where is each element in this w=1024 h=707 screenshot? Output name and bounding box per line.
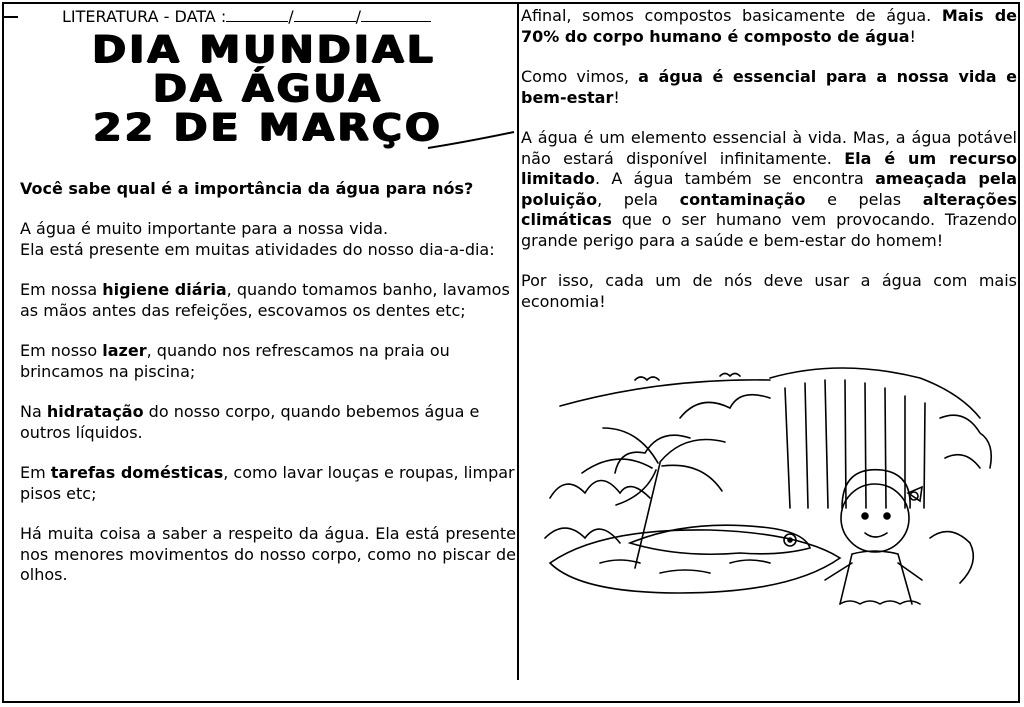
intro-line-2: Ela está presente em muitas atividades do nosso dia-a-dia: xyxy=(20,239,495,259)
header-dash xyxy=(2,16,18,18)
header-label: LITERATURA - DATA : xyxy=(62,7,227,26)
date-year-blank[interactable] xyxy=(361,7,431,22)
paragraph-chores: Em tarefas domésticas, como lavar louças e roupas, limpar pisos etc; xyxy=(20,463,515,503)
title-line-1: DIA MUNDIAL xyxy=(92,26,436,72)
left-column xyxy=(20,6,516,586)
column-divider xyxy=(517,2,519,680)
paragraph-hygiene: Em nossa higiene diária, quando tomamos banho, lavamos as mãos antes das refeições, escovamos os dentes etc; xyxy=(20,280,510,320)
date-day-blank[interactable] xyxy=(226,7,288,22)
date-slash: / xyxy=(288,7,294,26)
waterfall-illustration xyxy=(540,358,1000,606)
page-title xyxy=(20,26,516,150)
intro-line-1: A água é muito importante para a nossa vida. xyxy=(20,219,389,238)
paragraph-body: Há muita coisa a saber a respeito da água. Ela está presente nos menores movimentos do nosso corpo, como no piscar de olhos. xyxy=(20,524,516,584)
paragraph-leisure: Em nosso lazer, quando nos refrescamos na praia ou brincamos na piscina; xyxy=(20,341,450,381)
paragraph-composition: Afinal, somos compostos basicamente de água. Mais de 70% do corpo humano é composto de água! xyxy=(521,6,1017,46)
date-slash: / xyxy=(355,7,362,26)
header-line xyxy=(62,6,516,28)
title-swoosh xyxy=(426,130,516,152)
paragraph-essential: Como vimos, a água é essencial para a nossa vida e bem-estar! xyxy=(521,67,1017,107)
paragraph-hydration: Na hidratação do nosso corpo, quando bebemos água e outros líquidos. xyxy=(20,402,480,442)
title-line-2: DA ÁGUA xyxy=(152,65,384,111)
paragraph-economy: Por isso, cada um de nós deve usar a água com mais economia! xyxy=(521,271,1017,311)
question-heading: Você sabe qual é a importância da água para nós? xyxy=(20,179,474,198)
date-month-blank[interactable] xyxy=(294,7,356,22)
title-line-3: 22 DE MARÇO xyxy=(93,104,443,150)
paragraph-limited-resource: A água é um elemento essencial à vida. Mas, a água potável não estará disponível infinitamente. Ela é um recurso limitado. A água também se encontra ameaçada pela poluição, pela contaminação e pelas alterações climáticas que o ser humano vem provocando. Trazendo grande perigo para a saúde e bem-estar do homem! xyxy=(521,128,1018,250)
right-column xyxy=(521,6,1017,312)
